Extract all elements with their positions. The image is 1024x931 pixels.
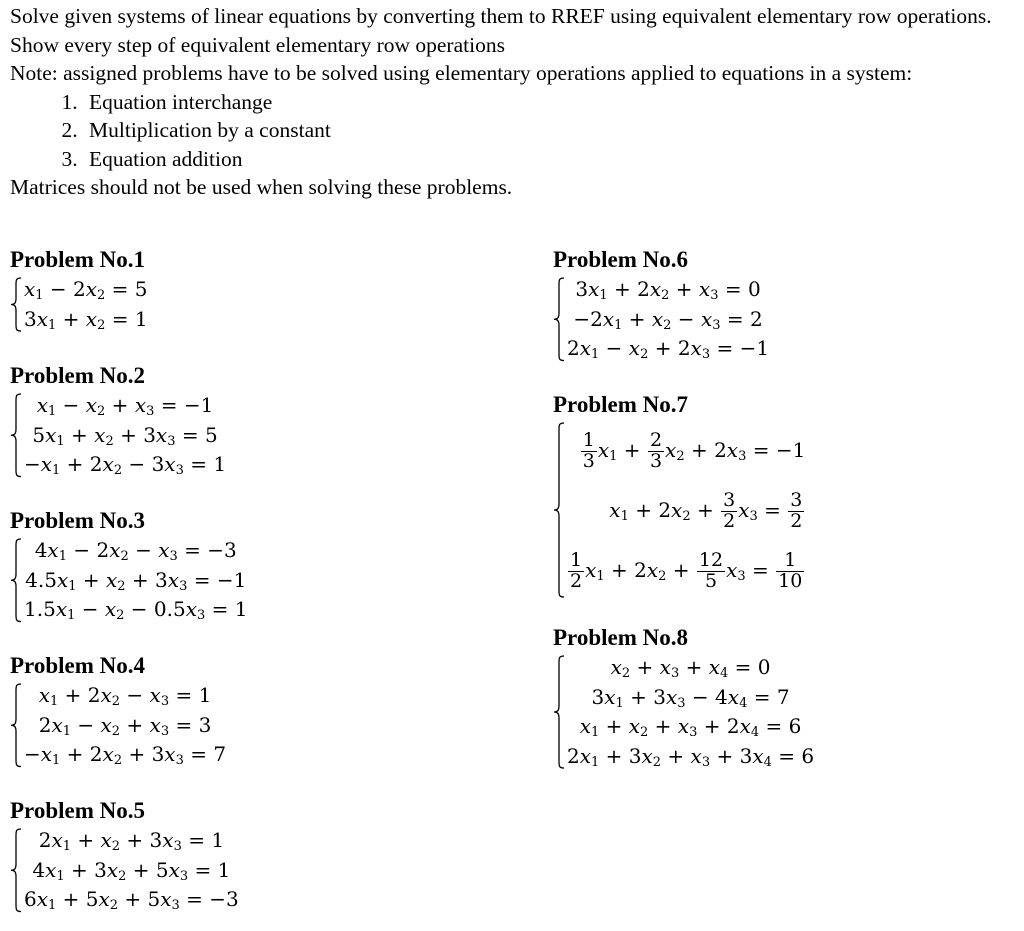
problem-title: Problem No.4 — [10, 653, 146, 678]
equation: $6x_1 + 5x_2 + 5x_3 = -3$ — [24, 887, 239, 913]
equation: $3x_1 + 2x_2 + x_3 = 0$ — [575, 277, 761, 303]
equation: $2x_1 - x_2 + 2x_3 = -1$ — [567, 336, 770, 362]
equation-system — [553, 420, 805, 600]
equation-system — [553, 275, 769, 364]
equation: $5x_1 + x_2 + 3x_3 = 5$ — [32, 422, 218, 449]
equation: $2x_1 + x_2 + 3x_3 = 1$ — [38, 828, 225, 854]
equation-list — [22, 275, 148, 334]
matrices-note: Matrices should not be used when solving these problems. — [10, 175, 513, 199]
problem-7 — [553, 391, 805, 600]
problem-title: Problem No.6 — [553, 247, 689, 272]
operation-item: 1. Equation interchange — [83, 88, 1015, 117]
equation-list — [565, 653, 814, 771]
problem-2 — [10, 362, 226, 480]
equation-system — [10, 275, 148, 334]
problem-title: Problem No.1 — [10, 247, 146, 272]
equation-system — [553, 653, 814, 771]
equation-system — [10, 391, 226, 480]
equation: $3x_1 + 3x_3 - 4x_4 = 7$ — [591, 684, 790, 711]
left-brace-icon — [10, 681, 22, 770]
problem-title: Problem No.3 — [10, 508, 146, 533]
equation: $x_1 - 2x_2 = 5$ — [24, 277, 148, 303]
equation: $1.5x_1 - x_2 - 0.5x_3 = 1$ — [24, 597, 248, 623]
operations-list — [10, 88, 1015, 174]
instruction-paragraph: Solve given systems of linear equations by converting them to RREF using equivalent elementary row operations. Show every step of equivalent elementary row operations — [10, 4, 992, 57]
equation: $-x_1 + 2x_2 - 3x_3 = 1$ — [24, 452, 227, 478]
equation-system — [10, 826, 239, 915]
equation: $2x_1 - x_2 + x_3 = 3$ — [38, 712, 212, 739]
equation: $4x_1 - 2x_2 - x_3 = -3$ — [34, 538, 237, 564]
problem-1 — [10, 246, 148, 334]
instructions — [10, 2, 1015, 202]
equation: $x_1 + 2x_2 - x_3 = 1$ — [38, 683, 212, 709]
equation: $\frac{1}{2}$ $x_1 + 2x_2$ + $\frac{12}{5}$ $x_3$ = $\frac{1}{10}$ — [570, 549, 803, 592]
equation: $-x_1 + 2x_2 + 3x_3 = 7$ — [24, 742, 227, 768]
equation-list — [22, 826, 239, 915]
note-paragraph: Note: assigned problems have to be solved using elementary operations applied to equations in a system: — [10, 61, 913, 85]
problem-4 — [10, 652, 226, 770]
equation-system — [10, 681, 226, 770]
equation: $x_1 - x_2 + x_3 = -1$ — [36, 393, 214, 419]
left-brace-icon — [10, 536, 22, 625]
equation-system — [10, 536, 247, 625]
left-brace-icon — [553, 653, 565, 771]
equation: $x_1 + x_2 + x_3 + 2x_4 = 6$ — [579, 714, 802, 740]
operation-item: 3. Equation addition — [83, 145, 1015, 174]
equation-list — [565, 275, 769, 364]
equation: $\frac{1}{3}$ $x_1$ + $\frac{2}{3}$ $x_2 + 2x_3 = -1$ — [582, 429, 806, 472]
left-brace-icon — [553, 420, 565, 600]
problem-title: Problem No.8 — [553, 625, 689, 650]
equation: $4x_1 + 3x_2 + 5x_3 = 1$ — [32, 857, 231, 884]
equation-list — [22, 391, 226, 480]
equation: $x_1 + 2x_2$ + $\frac{3}{2}$ $x_3$ = $\frac{3}{2}$ — [609, 489, 803, 532]
equation: $-2x_1 + x_2 - x_3 = 2$ — [573, 306, 763, 333]
left-brace-icon — [10, 391, 22, 480]
equation: $x_2 + x_3 + x_4 = 0$ — [610, 655, 771, 681]
equation-list — [22, 536, 247, 625]
equation-list — [565, 420, 805, 600]
equation: $3x_1 + x_2 = 1$ — [24, 306, 148, 333]
problem-title: Problem No.2 — [10, 363, 146, 388]
equation-list — [22, 681, 226, 770]
left-brace-icon — [10, 275, 22, 334]
left-brace-icon — [553, 275, 565, 364]
equation: $4.5x_1 + x_2 + 3x_3 = -1$ — [25, 567, 247, 594]
operation-item: 2. Multiplication by a constant — [83, 116, 1015, 145]
problem-3 — [10, 507, 247, 625]
problem-title: Problem No.7 — [553, 392, 689, 417]
problem-5 — [10, 797, 239, 915]
problem-6 — [553, 246, 769, 364]
problem-8 — [553, 624, 814, 771]
problem-title: Problem No.5 — [10, 798, 146, 823]
left-brace-icon — [10, 826, 22, 915]
equation: $2x_1 + 3x_2 + x_3 + 3x_4 = 6$ — [567, 743, 815, 770]
